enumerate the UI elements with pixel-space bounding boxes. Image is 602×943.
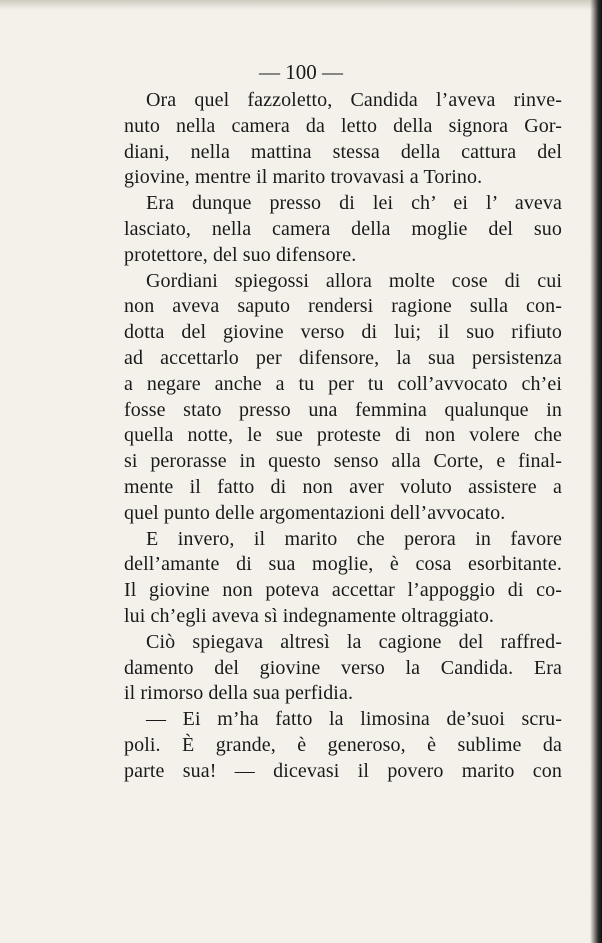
page-top-shadow <box>0 0 602 10</box>
text-line: parte sua! — dicevasi il povero marito con <box>124 759 562 782</box>
text-line: ad accettarlo per difensore, la sua persistenza <box>124 346 562 369</box>
text-line: lasciato, nella camera della moglie del suo <box>124 217 562 240</box>
text-line: quella notte, le sue proteste di non volere che <box>124 424 562 447</box>
text-line: quel punto delle argomentazioni dell’avvocato. <box>124 501 506 524</box>
text-line: Il giovine non poteva accettar l’appoggio di co- <box>124 579 562 602</box>
page-binding-edge <box>590 0 602 943</box>
text-line: E invero, il marito che perora in favore <box>146 527 562 550</box>
text-line: si perorasse in questo senso alla Corte, e final- <box>124 450 562 473</box>
text-line: nuto nella camera da letto della signora Gor- <box>124 114 562 137</box>
text-line: giovine, mentre il marito trovavasi a Torino. <box>124 166 483 189</box>
text-line: dotta del giovine verso di lui; il suo rifiuto <box>124 321 562 344</box>
text-line: diani, nella mattina stessa della cattura del <box>124 140 562 163</box>
text-line: Era dunque presso di lei ch’ ei l’ aveva <box>146 192 562 215</box>
text-line: a negare anche a tu per tu coll’avvocato ch’ei <box>124 372 562 395</box>
text-line: Ora quel fazzoletto, Candida l’aveva rinve- <box>146 89 562 111</box>
text-line: — Ei m’ha fatto la limosina de’suoi scru- <box>146 708 562 731</box>
text-line: protettore, del suo difensore. <box>124 243 357 266</box>
page-number: — 100 — <box>259 60 343 84</box>
text-line: Gordiani spiegossi allora molte cose di cui <box>146 269 562 292</box>
text-line: non aveva saputo rendersi ragione sulla con- <box>124 295 562 318</box>
text-line: mente il fatto di non aver voluto assistere a <box>124 475 562 498</box>
body-text <box>124 88 562 785</box>
text-line: fosse stato presso una femmina qualunque in <box>124 398 562 421</box>
text-line: lui ch’egli aveva sì indegnamente oltraggiato. <box>124 604 495 627</box>
text-line: poli. È grande, è generoso, è sublime da <box>124 733 562 756</box>
text-line: Ciò spiegava altresì la cagione del raffred- <box>146 630 562 653</box>
text-line: il rimorso della sua perfidia. <box>124 682 354 705</box>
text-line: dell’amante di sua moglie, è cosa esorbitante. <box>124 553 562 576</box>
text-line: damento del giovine verso la Candida. Era <box>124 656 562 679</box>
